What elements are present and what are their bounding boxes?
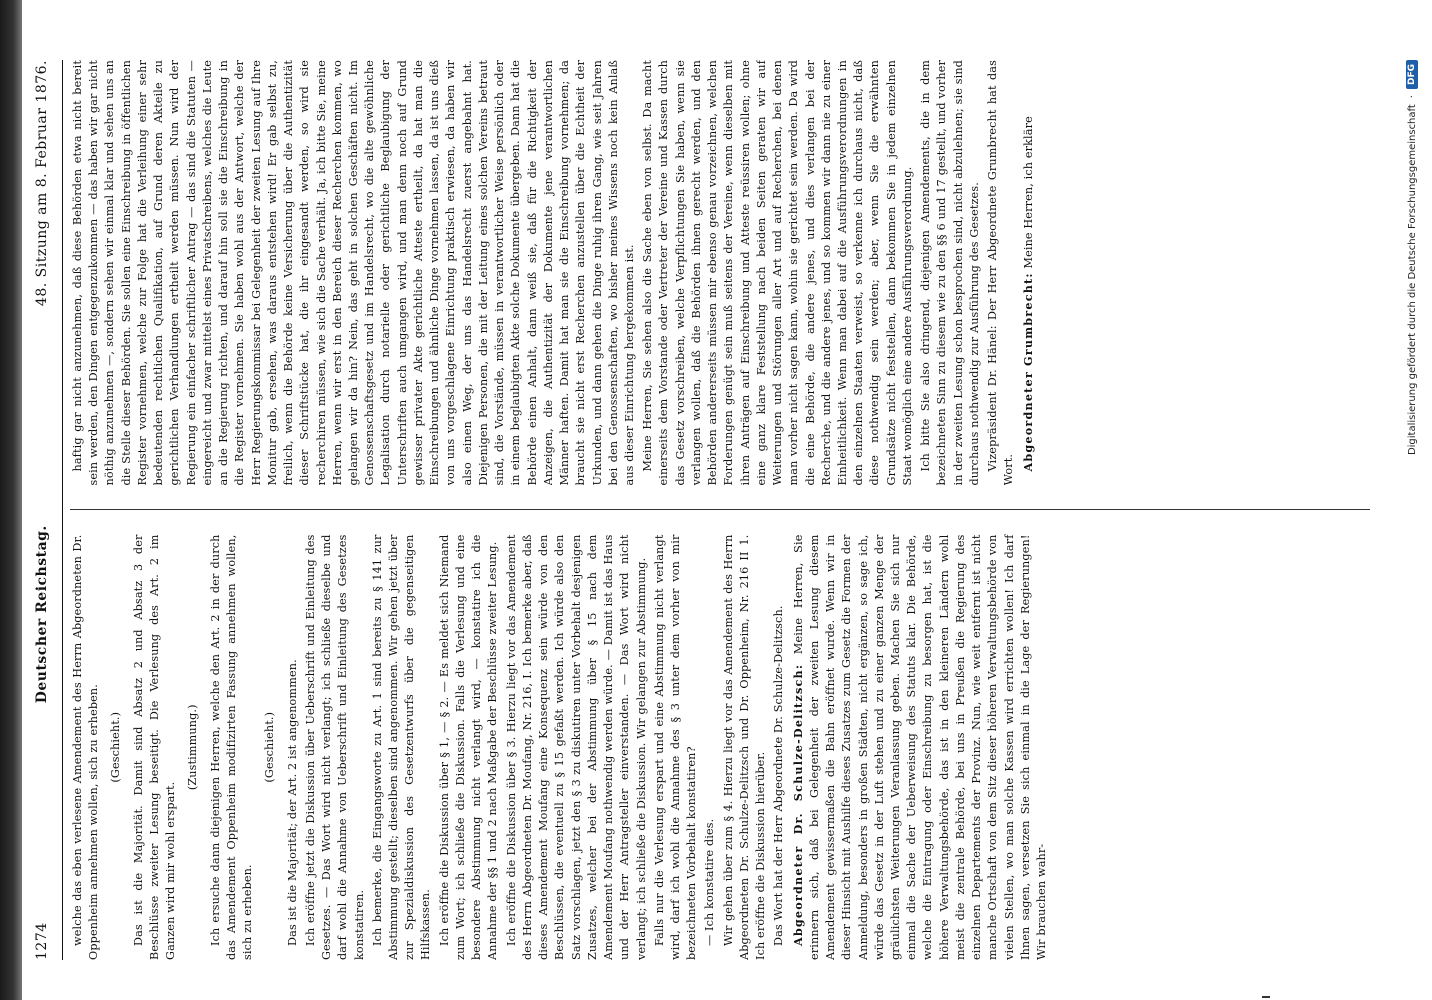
paragraph: welche das eben verlesene Amendement des Herrn Abgeordneten Dr. Oppenheim annehmen wollen, sich zu erheben. bbox=[71, 534, 101, 960]
paragraph: Ich ersuche dann diejenigen Herren, welche den Art. 2 in der durch das Amendement Oppenheim modifizirten Fassung annehmen wollen, sich zu erheben. bbox=[208, 534, 255, 960]
session-info: 48. Sitzung am 8. Februar 1876. bbox=[34, 60, 50, 307]
column-divider bbox=[70, 510, 1370, 511]
stage-direction: (Zustimmung.) bbox=[186, 704, 200, 791]
scan-dark-edge bbox=[0, 0, 22, 1000]
page-header bbox=[22, 60, 63, 960]
paragraph: Falls nur die Verlesung erspart und eine Abstimmung nicht verlangt wird, darf ich wohl die Annahme des § 3 unter dem vorher von mir bezeichneten Vorbehalt konstatiren? bbox=[652, 534, 699, 960]
paragraph: Ich eröffne die Diskussion über § 1, — § 2. — Es meldet sich Niemand zum Wort; ich schließe die Diskussion. Falls die Verlesung und eine besondere Abstimmung nicht verlangt wird, — konstatire ich die Annahme der §§ 1 und 2 nach Maßgabe der Beschlüsse zweiter Lesung. bbox=[437, 534, 500, 960]
speech-text: Meine Herren, ich erkläre bbox=[1021, 116, 1035, 269]
scan-mark bbox=[1262, 996, 1270, 998]
speaker-name: Abgeordneter Dr. Schulze-Delitzsch: bbox=[790, 663, 805, 946]
stage-direction: (Geschieht.) bbox=[263, 711, 277, 783]
paragraph: Das ist die Majorität; der Art. 2 ist angenommen. bbox=[285, 659, 299, 946]
paragraph: haftig gar nicht anzunehmen, daß diese Behörden etwa nicht bereit sein werden, den Dingen entgegenzukommen — das haben wir gar nicht nöthig anzunehmen —, sondern sehen wir einmal klar und sehen uns an die Stelle dieser Behörden. Sie sollen eine Einschreibung in öffentlichen Register vornehmen, welche zur Folge hat die Verleihung einer sehr bedeutenden rechtlichen Qualifikation, auf Grund deren Akteile zu gerichtlichen Verhandlungen ertheilt werden müssen. Nun wird der Regierung ein einfacher schriftlicher Antrag — das sind die Statuten — eingereicht und zwar mittelst eines Privatschreibens, welches die Leute an die Regierung richten, und darauf hin soll sie die Einschreibung in die Register vornehmen. Sie haben wohl aus der Antwort, welche der Herr Regierungskommissar bei Gelegenheit der zweiten Lesung auf Ihre Monitur gab, ersehen, was daraus entstehen wird! Er gab selbst zu, freilich, wenn die Behörde keine Versicherung über die Authentizität dieser Schriftstücke hat, die ihr eingesandt werden, so wird sie recherchiren müssen, wie sich die Sache verhält. Ja, ich bitte Sie, meine Herren, wenn wir erst in den Bereich dieser Recherchen kommen, wo gelangen wir da hin? Nein, das geht in solchen Geschäften nicht. Im Genossenschaftsgesetz und im Handelsrecht, wo die alte gewöhnliche Legalisation durch notarielle oder gerichtliche Beglaubigung der Unterschriften auch umgangen wird, und man denn noch auf Grund gewisser privater Akte gerichtliche Atteste ertheilt, da hat man die Einschreibungen und ähnliche Dinge vornehmen lassen, da ist uns dieß von uns vorgeschlagene Einrichtung praktisch erwiesen, da haben wir also einen Weg, der uns das Handelsrecht zuerst angebahnt hat. Diejenigen Personen, die mit der Leitung eines solchen Vereins betraut sind, die Vorstände, müssen in verantwortlicher Weise persönlich oder in einem beglaubigten Akte solche Dokumente übergeben. Dann hat die Behörde einen Anhalt, dann weiß sie, daß für die Richtigkeit der Anzeigen, die Authentizität der Dokumente jene verantwortlichen Männer haften. Damit hat man sie die Einschreibung vornehmen; da braucht sie nicht erst Recherchen anzustellen über die Echtheit der Urkunden, und dann gehen die Dinge ruhig ihren Gang, wie seit Jahren bei den Genossenschaften, wo bisher meines Wissens noch kein Anlaß aus dieser Einrichtung hergekommen ist. bbox=[71, 60, 636, 486]
paragraph: — Ich konstatire dies. bbox=[703, 818, 717, 946]
stage-direction: (Geschieht.) bbox=[109, 711, 123, 783]
digitization-credit: Digitalisierung gefördert durch die Deutsche Forschungsgemeinschaft · DFG bbox=[1402, 60, 1422, 960]
paragraph: Ich bitte Sie also dringend, diejenigen Amendements, die in dem bezeichneten Sinn zu diesem wie zu den §§ 6 und 17 gestellt, und vorher in der zweiten Lesung schon besprochen sind, nicht abzulehnen; sie sind durchaus nothwendig zur Ausführung des Gesetzes. bbox=[919, 60, 981, 486]
speech-text: Meine Herren, Sie erinnern sich, daß bei Gelegenheit der zweiten Lesung diesem Amendement gewissermaßen die Bahn eröffnet wurde. Wenn wir in dieser Hinsicht mit Aushilfe dieses Zusatzes zum Gesetz die Formen der Anmeldung, besonders in großen Städten, nicht ergänzen, so sage ich, würde das Gesetz in der Luft stehen und zu einer ganzen Menge der gräulichsten Weiterungen Veranlassung geben. Machen Sie sich nur einmal die Sache der Ueberweisung des Statuts klar. Die Behörde, welche die Eintragung oder Einschreibung zu besorgen hat, ist die höhere Verwaltungsbehörde, das ist in den kleineren Ländern wohl meist die zentrale Behörde, bei uns in Preußen die Regierung des einzelnen Departements der Provinz. Nun, wie weit entfernt ist nicht manche Ortschaft von dem Sitz dieser höheren Verwaltungsbehörde von vielen Stellen, wo man solche Kassen wird errichten wollen! Ich darf Ihnen sagen, versetzen Sie sich einmal in die Lage der Regierungen! Wir brauchen wahr- bbox=[791, 534, 1049, 960]
paragraph: Meine Herren, Sie sehen also die Sache eben von selbst. Da macht einerseits dem Vorstande oder Vertreter der Vereine und Kassen durch das Gesetz vorschreiben, welche Verpflichtungen Sie haben, wenn sie verlangen wollen, daß die Behörden ihnen gerecht werden, und den Behörden andererseits müssen mir ebenso genau vorzeichnen, welchen Forderungen genügt sein muß seitens der Vereine, wenn dieselben mit ihren Anträgen auf Einschreibung und Atteste reüssiren wollen; ohne eine ganz klare Feststellung nach beiden Seiten geraten wir auf Weiterungen und Störungen aller Art und auf Recherchen, bei denen man vorher nicht sagen kann, wohin sie gerichtet sein werden. Da wird die eine Behörde, die andere jenes, und dies verlangen bei der Recherche, und die andere jenes, und so kommen wir dann nie zu einer Einheitlichkeit. Wenn man dabei auf die Ausführungsverordnungen in den einzelnen Staaten verweist, so verkenne ich durchaus nicht, daß diese nothwendig sein werden; aber, wenn Sie die erwähnten Grundsätze nicht feststellen, dann bekommen Sie in jedem einzelnen Staat womöglich eine andere Ausführungsverordnung. bbox=[641, 60, 914, 486]
speaker-name: Abgeordneter Grumbrecht: bbox=[1020, 272, 1035, 472]
paragraph: Wir gehen über zum § 4. Hierzu liegt vor das Amendement des Herrn Abgeordneten Dr. Schulze-Delitzsch und Dr. Oppenheim, Nr. 216 II 1. Ich eröffne die Diskussion hierüber. bbox=[721, 534, 768, 960]
speech-paragraph bbox=[1020, 60, 1037, 486]
paragraph: Ich eröffne jetzt die Diskussion über Ueberschrift und Einleitung des Gesetzes. — Das Wort wird nicht verlangt; ich schließe dieselbe und darf wohl die Annahme von Ueberschrift und Einleitung des Gesetzes konstatiren. bbox=[303, 534, 366, 960]
paragraph: Das Wort hat der Herr Abgeordnete Dr. Schulze-Delitzsch. bbox=[772, 605, 786, 946]
page-number: 1274 bbox=[34, 922, 50, 960]
text-columns bbox=[70, 60, 1370, 960]
paragraph: Vizepräsident Dr. Hänel: Der Herr Abgeordnete Grumbrecht hat das Wort. bbox=[986, 60, 1016, 486]
publication-title: Deutscher Reichstag. bbox=[34, 525, 50, 704]
right-column bbox=[70, 60, 1370, 486]
paragraph: Ich bemerke, die Eingangsworte zu Art. 1 sind bereits zu § 141 zur Abstimmung gestellt; dieselben sind angenommen. Wir gehen jetzt über zur Spezialdiskussion des Gesetzentwurfs über die gegenseitigen Hilfskassen. bbox=[370, 534, 433, 960]
credit-text: Digitalisierung gefördert durch die Deutsche Forschungsgemeinschaft bbox=[1406, 104, 1418, 456]
paragraph: Ich eröffne die Diskussion über § 3. Hierzu liegt vor das Amendement des Herrn Abgeordneten Dr. Moufang, Nr. 216, I. Ich bemerke aber, daß dieses Amendement Moufang eine Konsequenz sein würde von den Beschlüssen, die eventuell zu § 15 gefaßt werden. Ich würde also den Satz vorschlagen, jetzt den § 3 zu diskutiren unter Vorbehalt desjenigen Zusatzes, welcher bei der Abstimmung über § 15 nach dem Amendement Moufang nothwendig werden würde. — Damit ist das Haus und der Herr Antragsteller einverstanden. — Das Wort wird nicht verlangt; ich schließe die Diskussion. Wir gelangen zur Abstimmung. bbox=[504, 534, 648, 960]
left-column bbox=[70, 535, 1370, 961]
paragraph: Das ist die Majorität. Damit sind Absatz 2 und Absatz 3 der Beschlüsse zweiter Lesung beseitigt. Die Verlesung des Art. 2 im Ganzen wird mir wohl erspart. bbox=[131, 534, 178, 960]
dfg-logo: DFG bbox=[1406, 60, 1418, 89]
speech-paragraph bbox=[790, 535, 1051, 961]
